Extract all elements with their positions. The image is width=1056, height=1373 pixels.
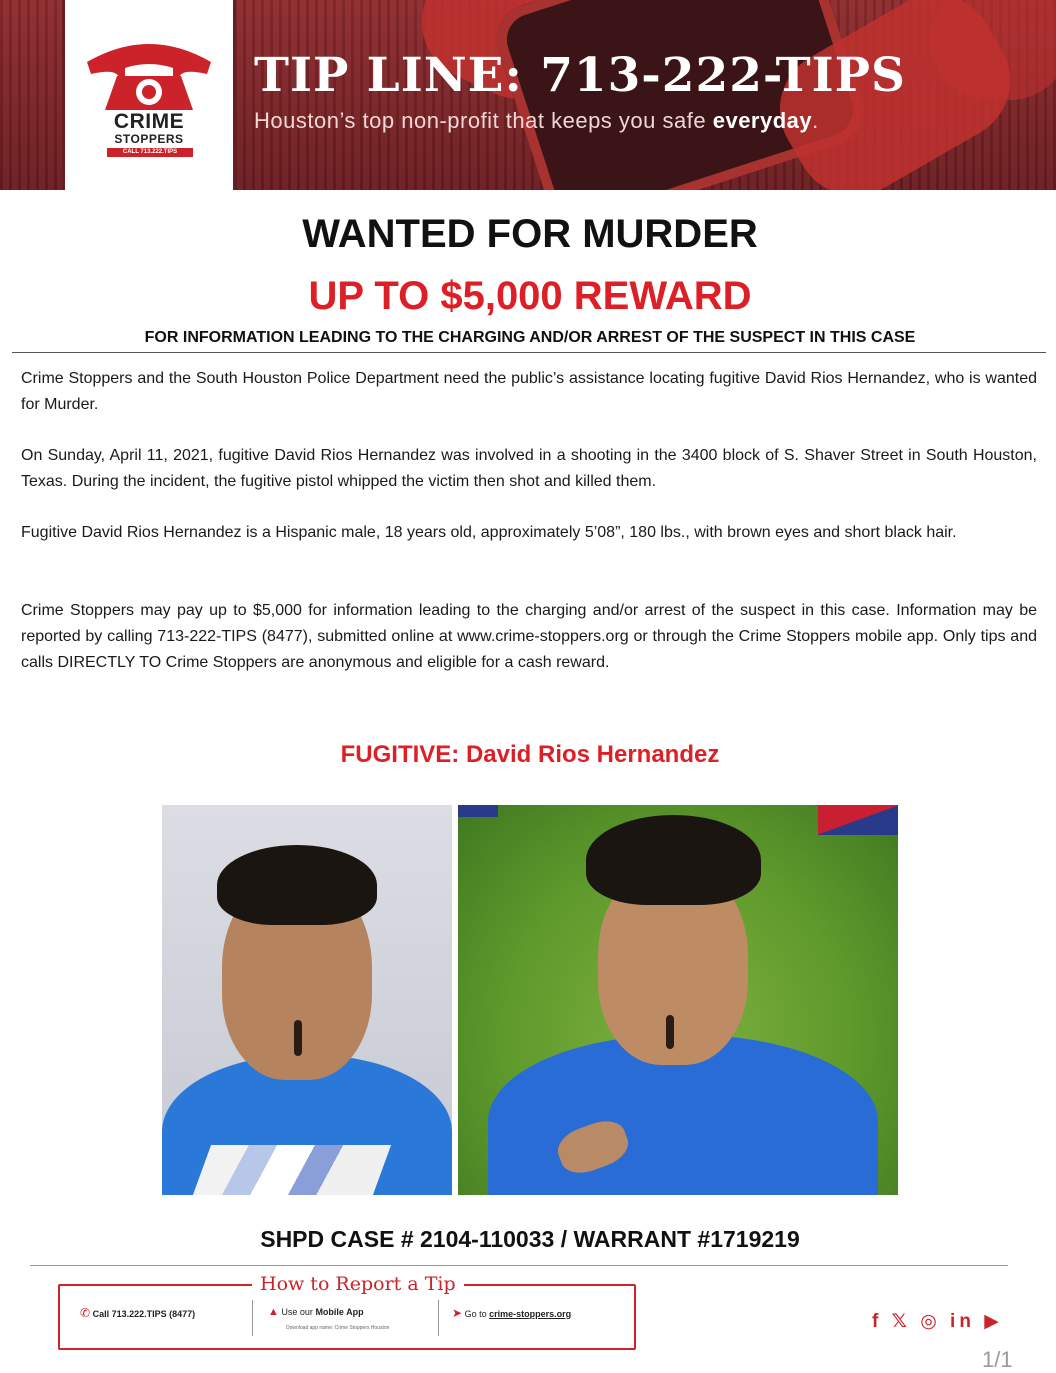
mobile-app-item[interactable] <box>268 1306 364 1318</box>
fugitive-name-heading: FUGITIVE: David Rios Hernandez <box>340 741 720 768</box>
logo-text-crime: CRIME <box>113 110 185 133</box>
info-subheading: FOR INFORMATION LEADING TO THE CHARGING AND/OR ARREST OF THE SUSPECT IN THIS CASE <box>144 329 916 346</box>
paragraph-intro: Crime Stoppers and the South Houston Police Department need the public’s assistance locating fugitive David Rios Hernandez, who is wanted for Murder. <box>21 370 1037 413</box>
header-banner <box>0 0 1056 190</box>
case-warrant-number: SHPD CASE # 2104-110033 / WARRANT #1719219 <box>260 1226 800 1252</box>
tagline-text: Houston’s top non-profit that keeps you safe <box>254 108 707 133</box>
divider <box>30 1265 1008 1266</box>
phone-icon: ✆ <box>80 1306 91 1320</box>
tagline <box>254 108 819 134</box>
call-label: Call 713.222.TIPS (8477) <box>92 1309 196 1319</box>
tip-line-title: TIP LINE: 713-222-TIPS <box>254 48 906 103</box>
paragraph-reward-info: Crime Stoppers may pay up to $5,000 for information leading to the charging and/or arrest of the suspect in this case. Information may be reported by calling 713-222-TIPS (8477), submitted online at www.crime-stoppers.org or through the Crime Stoppers mobile app. Only tips and calls DIRECTLY TO Crime Stoppers are anonymous and eligible for a cash reward. <box>21 602 1037 671</box>
mobile-app-icon: ▲ <box>268 1306 279 1318</box>
page-number: 1/1 <box>982 1347 1013 1372</box>
fugitive-photo-left <box>162 805 452 1195</box>
website-item[interactable] <box>452 1306 571 1320</box>
call-tip-item[interactable] <box>80 1306 195 1320</box>
paragraph-incident: On Sunday, April 11, 2021, fugitive David Rios Hernandez was involved in a shooting in the 3400 block of S. Shaver Street in South Houston, Texas. During the incident, the fugitive pistol whipped the victim then shot and killed them. <box>21 447 1037 490</box>
photo-flag <box>818 805 898 835</box>
tagline-end: . <box>812 108 819 133</box>
tagline-bold: everyday <box>712 108 813 133</box>
photo-hair <box>586 815 761 905</box>
photo-hair <box>217 845 377 925</box>
crime-stoppers-logo <box>62 0 236 190</box>
photo-beard <box>666 1015 674 1049</box>
separator <box>252 1300 253 1336</box>
photo-beard <box>294 1020 302 1056</box>
divider <box>12 352 1046 353</box>
pointer-icon: ➤ <box>452 1306 463 1320</box>
separator <box>438 1300 439 1336</box>
wanted-heading: WANTED FOR MURDER <box>302 212 758 256</box>
paragraph-description: Fugitive David Rios Hernandez is a Hispanic male, 18 years old, approximately 5’08”, 180 lbs., with brown eyes and short black hair. <box>21 524 957 541</box>
photo-flag-left <box>458 805 498 817</box>
reward-heading: UP TO $5,000 REWARD <box>308 274 752 318</box>
web-link[interactable]: crime-stoppers.org <box>489 1309 572 1319</box>
app-subtext: Download app name: Crime Stoppers Houston <box>286 1325 390 1331</box>
app-prefix: Use our <box>281 1307 313 1317</box>
photo-shirt-logo <box>193 1145 391 1195</box>
web-prefix: Go to <box>464 1309 487 1319</box>
social-icons[interactable]: f 𝕏 ◎ in ▶ <box>872 1311 1003 1332</box>
phone-logo-icon <box>81 32 217 112</box>
logo-strip: CALL 713.222.TIPS <box>107 148 193 157</box>
fugitive-photo-right <box>458 805 898 1195</box>
app-bold: Mobile App <box>315 1307 364 1317</box>
report-tip-title: How to Report a Tip <box>252 1273 464 1295</box>
logo-text-stoppers: STOPPERS <box>114 132 184 146</box>
